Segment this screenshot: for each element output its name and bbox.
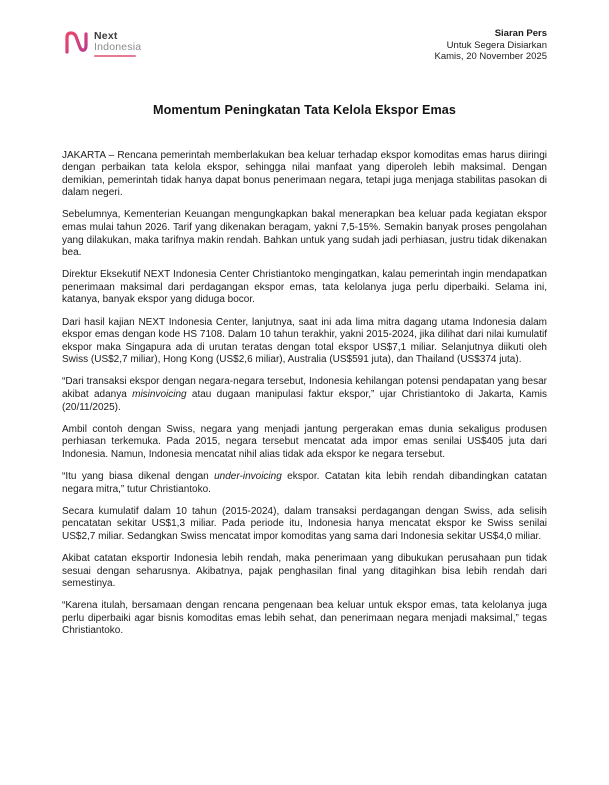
article-body — [62, 150, 547, 639]
paragraph-6: Ambil contoh dengan Swiss, negara yang menjadi jantung pergerakan emas dunia sekaligus produsen perhiasan terkemuka. Pada 2015, negara tersebut mencatat ada impor emas senilai US$405 juta dari Indonesia. Namun, Indonesia mencatat nihil alias tidak ada ekspor ke negara tersebut. — [62, 423, 547, 460]
logo-brand-next: Next — [94, 30, 118, 42]
paragraph-5: “Dari transaksi ekspor dengan negara-negara tersebut, Indonesia kehilangan potensi pendapatan yang besar akibat adanya misinvoicing atau dugaan manipulasi faktur ekspor,” ujar Christiantoko di Jakarta, Kamis (20/11/2025). — [62, 376, 547, 413]
press-release-label: Siaran Pers — [494, 28, 547, 39]
next-indonesia-logo — [62, 28, 141, 58]
document-header — [62, 28, 547, 63]
paragraph-9: Akibat catatan eksportir Indonesia lebih rendah, maka penerimaan yang dibukukan perusahaan pun tidak sesuai dengan seharusnya. Akibatnya, pajak penghasilan final yang ditagihkan bisa lebih rendah dari semestinya. — [62, 552, 547, 590]
logo-n-icon — [62, 28, 89, 58]
paragraph-2: Sebelumnya, Kementerian Keuangan mengungkapkan bakal menerapkan bea keluar pada kegiatan ekspor emas mulai tahun 2026. Tarif yang dikenakan beragam, yakni 7,5-15%. Semakin banyak proses pengolahan yang dilakukan, maka tarifnya makin rendah. Bahkan untuk yang sudah jadi perhiasan, justru tidak dikenakan bea. — [62, 209, 547, 259]
paragraph-1: JAKARTA – Rencana pemerintah memberlakukan bea keluar terhadap ekspor komoditas emas harus diiringi dengan perbaikan tata kelola ekspor, sehingga nilai manfaat yang diperoleh lebih maksimal. Dengan demikian, pemerintah tidak hanya dapat bonus penerimaan negara, tetapi juga menjaga stabilitas pasokan di dalam negeri. — [62, 149, 547, 199]
release-meta — [435, 28, 547, 63]
paragraph-7: “Itu yang biasa dikenal dengan under-invoicing ekspor. Catatan kita lebih rendah dibandingkan catatan negara mitra,” tutur Christiantoko. — [62, 470, 547, 495]
document-title: Momentum Peningkatan Tata Kelola Ekspor Emas — [153, 102, 456, 117]
logo-brand-indonesia: Indonesia — [94, 40, 142, 53]
logo-tagline — [94, 55, 136, 58]
paragraph-3: Direktur Eksekutif NEXT Indonesia Center Christiantoko mengingatkan, kalau pemerintah ingin mendapatkan penerimaan maksimal dari perdagangan ekspor emas, tata kelolanya juga perlu diperbaiki. Selama ini, katanya, banyak ekspor yang diduga bocor. — [62, 269, 547, 306]
paragraph-10: “Karena itulah, bersamaan dengan rencana pengenaan bea keluar untuk ekspor emas, tata kelolanya juga perlu diperbaiki agar bisnis komoditas emas lebih sehat, dan penerimaan negara menjadi maksimal,” tegas Christiantoko. — [62, 600, 547, 637]
release-date: Kamis, 20 November 2025 — [434, 51, 547, 62]
paragraph-4: Dari hasil kajian NEXT Indonesia Center, lanjutnya, saat ini ada lima mitra dagang utama Indonesia dalam ekspor emas dengan kode HS 7108. Dalam 10 tahun terakhir, yakni 2015-2024, jika dilihat dari nilai kumulatif ekspor maka Singapura ada di urutan teratas dengan total ekspor US$7,1 miliar. Selanjutnya diikuti oleh Swiss (US$2,7 miliar), Hong Kong (US$2,6 miliar), Australia (US$591 juta), dan Thailand (US$374 juta). — [62, 316, 547, 366]
logo-wordmark — [94, 28, 141, 57]
paragraph-8: Secara kumulatif dalam 10 tahun (2015-2024), dalam transaksi perdagangan dengan Swiss, ada selisih pencatatan sekitar US$1,3 miliar. Pada periode itu, Indonesia hanya mencatat ekspor ke Swiss senilai US$2,7 miliar. Sedangkan Swiss mencatat impor komoditas yang sama dari Indonesia sekitar US$4,0 miliar. — [62, 505, 547, 542]
release-instruction: Untuk Segera Disiarkan — [446, 39, 547, 51]
